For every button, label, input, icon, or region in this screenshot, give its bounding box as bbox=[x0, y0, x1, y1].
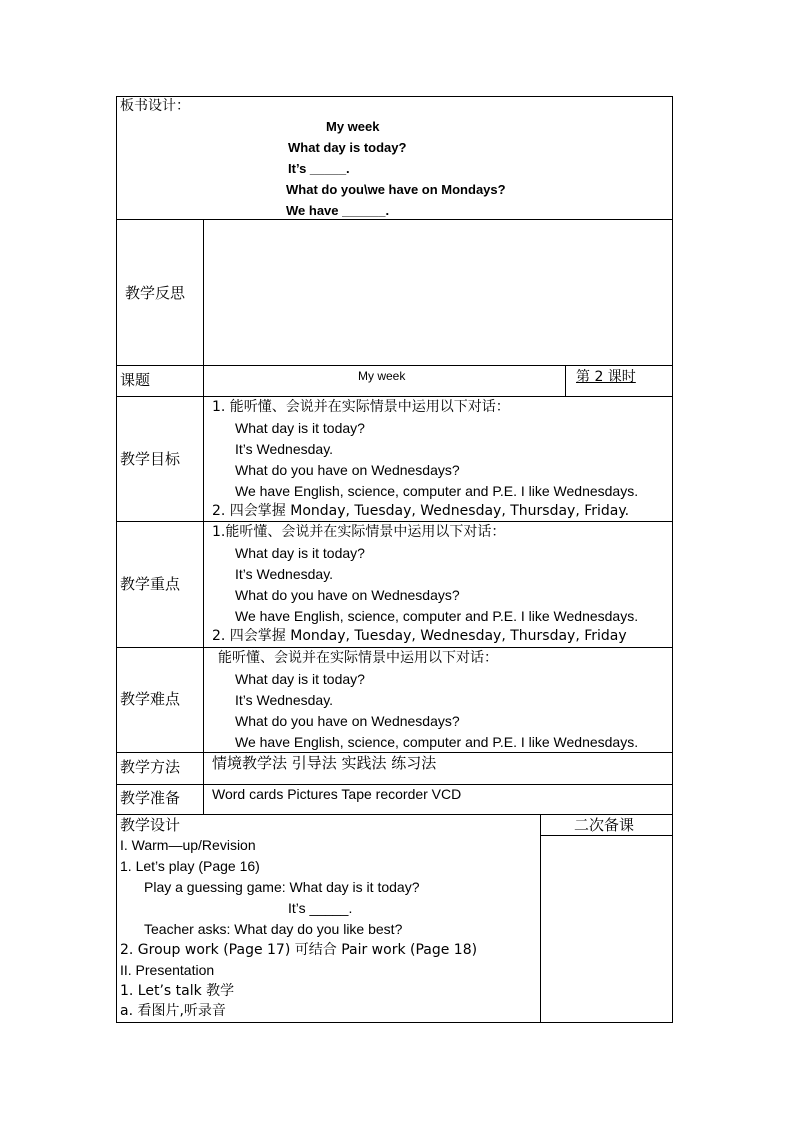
objectives-line: We have English, science, computer and P.E. I like Wednesdays. bbox=[235, 483, 639, 499]
column-divider bbox=[203, 219, 204, 814]
objectives-line: What do you have on Wednesdays? bbox=[235, 462, 460, 478]
difficulties-line: What day is it today? bbox=[235, 671, 365, 687]
design-line: It’s _____. bbox=[288, 900, 353, 916]
design-line: Play a guessing game: What day is it today? bbox=[144, 879, 420, 895]
objectives-line: 2. 四会掌握 Monday, Tuesday, Wednesday, Thursday, Friday. bbox=[212, 503, 630, 519]
topic-value: My week bbox=[358, 369, 406, 383]
objectives-label: 教学目标 bbox=[120, 450, 181, 468]
difficulties-label: 教学难点 bbox=[120, 690, 181, 708]
design-line: 1. Let’s talk 教学 bbox=[120, 983, 235, 999]
keypoints-line: It’s Wednesday. bbox=[235, 566, 334, 582]
keypoints-label: 教学重点 bbox=[120, 575, 181, 593]
design-label: 教学设计 bbox=[120, 816, 181, 834]
board-line: What do you\we have on Mondays? bbox=[286, 182, 506, 197]
column-divider bbox=[540, 814, 541, 1023]
difficulties-line: What do you have on Wednesdays? bbox=[235, 713, 460, 729]
keypoints-line: What do you have on Wednesdays? bbox=[235, 587, 460, 603]
preparation-value: Word cards Pictures Tape recorder VCD bbox=[212, 786, 462, 802]
board-line-title: My week bbox=[326, 119, 380, 134]
design-line: 1. Let’s play (Page 16) bbox=[120, 858, 260, 874]
board-label: 板书设计： bbox=[120, 98, 190, 114]
board-line: What day is today? bbox=[288, 140, 407, 155]
board-line: It’s _____. bbox=[288, 161, 350, 176]
objectives-line: It’s Wednesday. bbox=[235, 441, 334, 457]
difficulties-line: It’s Wednesday. bbox=[235, 692, 334, 708]
column-divider bbox=[565, 365, 566, 396]
topic-label: 课题 bbox=[120, 371, 151, 389]
design-line: I. Warm—up/Revision bbox=[120, 837, 256, 853]
second-prep-label: 二次备课 bbox=[574, 816, 635, 834]
methods-value: 情境教学法 引导法 实践法 练习法 bbox=[212, 754, 437, 772]
design-line: 2. Group work (Page 17) 可结合 Pair work (Page 18) bbox=[120, 942, 478, 958]
lesson-number: 第 2 课时 bbox=[576, 369, 636, 385]
objectives-line: What day is it today? bbox=[235, 420, 365, 436]
design-line: a. 看图片,听录音 bbox=[120, 1003, 226, 1019]
difficulties-line: 能听懂、会说并在实际情景中运用以下对话： bbox=[218, 650, 498, 666]
difficulties-line: We have English, science, computer and P.E. I like Wednesdays. bbox=[235, 734, 639, 750]
keypoints-line: 2. 四会掌握 Monday, Tuesday, Wednesday, Thursday, Friday bbox=[212, 628, 627, 644]
keypoints-line: We have English, science, computer and P.E. I like Wednesdays. bbox=[235, 608, 639, 624]
keypoints-line: What day is it today? bbox=[235, 545, 365, 561]
methods-label: 教学方法 bbox=[120, 758, 181, 776]
objectives-line: 1. 能听懂、会说并在实际情景中运用以下对话： bbox=[212, 399, 510, 415]
keypoints-line: 1.能听懂、会说并在实际情景中运用以下对话： bbox=[212, 524, 506, 540]
board-line: We have ______. bbox=[286, 203, 390, 218]
design-line: Teacher asks: What day do you like best? bbox=[144, 921, 403, 937]
row-divider bbox=[116, 219, 673, 220]
reflection-label: 教学反思 bbox=[125, 284, 186, 302]
preparation-label: 教学准备 bbox=[120, 789, 181, 807]
design-line: II. Presentation bbox=[120, 962, 215, 978]
